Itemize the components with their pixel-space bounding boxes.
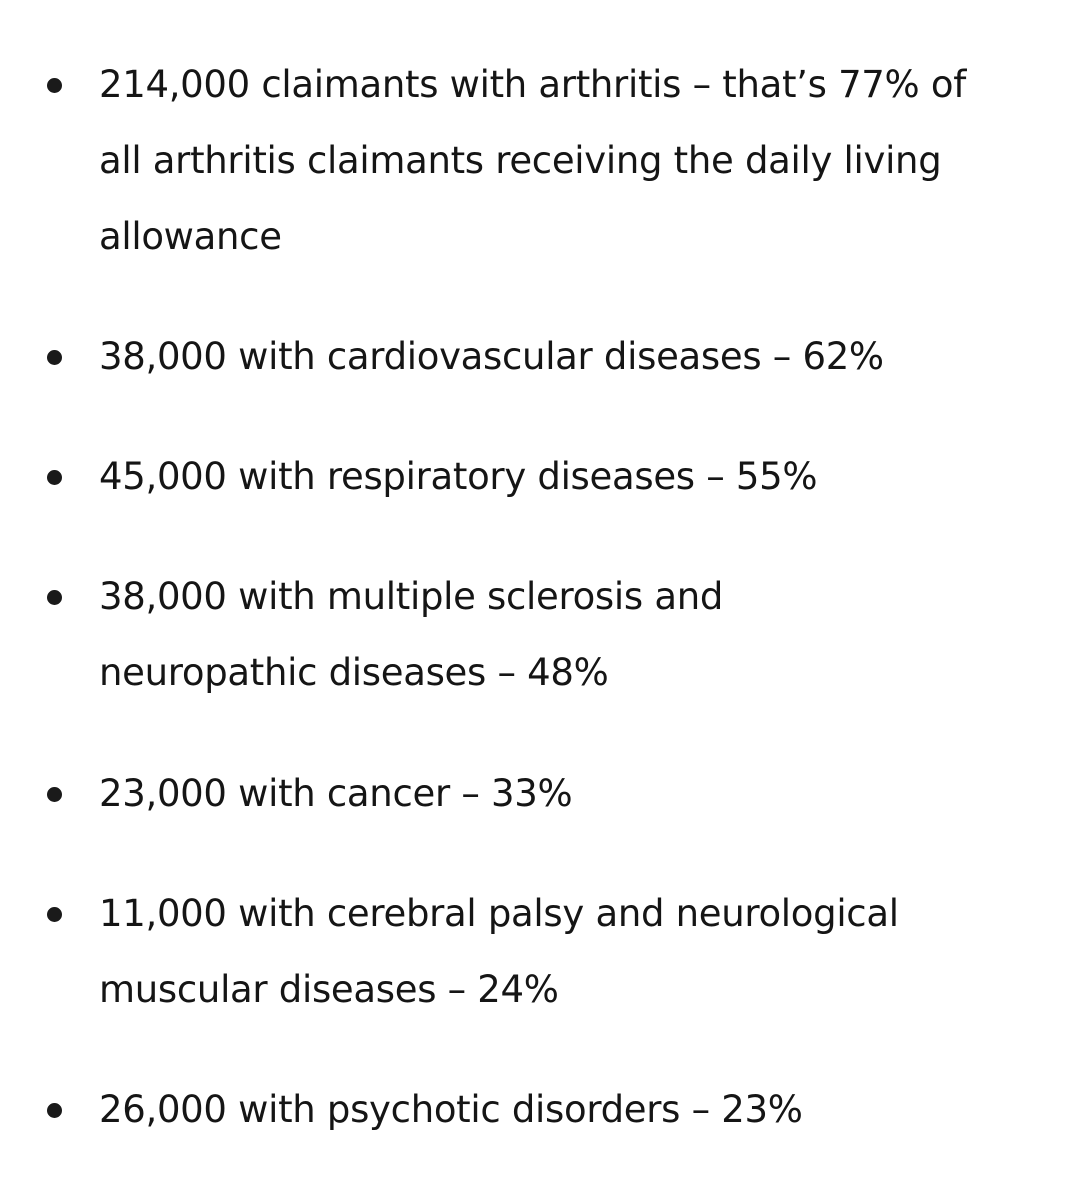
list-item-text: 45,000 with respiratory diseases – 55% — [99, 455, 818, 498]
bullet-icon — [47, 590, 62, 605]
list-item-text: 11,000 with cerebral palsy and neurological muscular diseases – 24% — [99, 892, 899, 1011]
bullet-icon — [47, 787, 62, 802]
list-item-text: 26,000 with psychotic disorders – 23% — [99, 1088, 803, 1131]
list-item-text: 38,000 with multiple sclerosis and neuropathic diseases – 48% — [99, 575, 724, 694]
list-item-text: 23,000 with cancer – 33% — [99, 772, 573, 815]
bullet-icon — [47, 470, 62, 485]
list-item-text: 38,000 with cardiovascular diseases – 62% — [99, 335, 884, 378]
bullet-icon — [47, 1103, 62, 1118]
list-item-text: 214,000 claimants with arthritis – that’s 77% of all arthritis claimants receiving the daily living allowance — [99, 63, 966, 258]
bullet-icon — [47, 907, 62, 922]
bullet-icon — [47, 350, 62, 365]
bullet-icon — [47, 78, 62, 93]
